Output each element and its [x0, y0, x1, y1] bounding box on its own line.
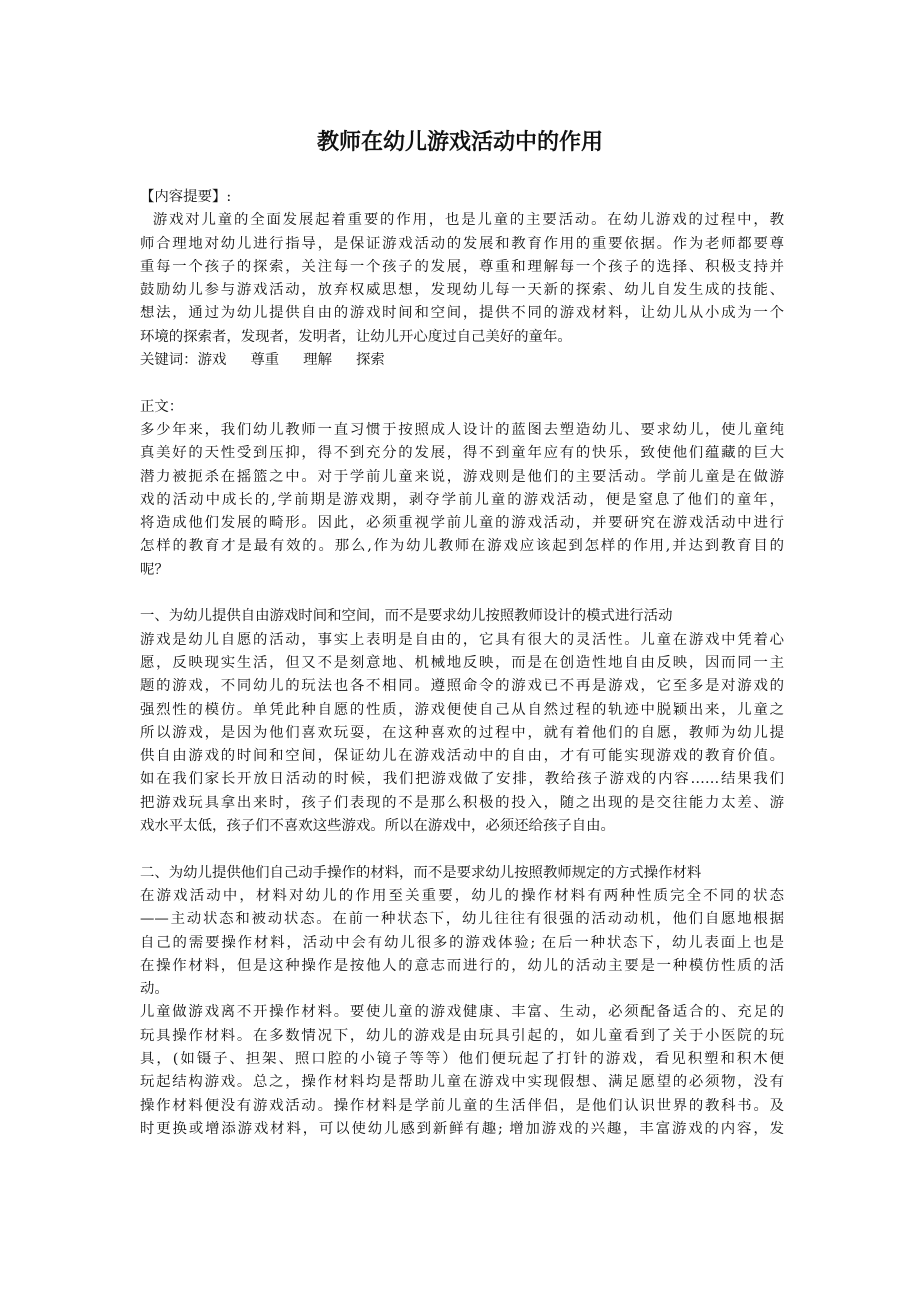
section2-line: 操作材料便没有游戏活动。操作材料是学前儿童的生活伴侣，是他们认识世界的教科书。及 — [140, 1097, 784, 1114]
intro-line: 呢？ — [140, 561, 169, 578]
intro-line: 将造成他们发展的畸形。因此，必须重视学前儿童的游戏活动，并要研究在游戏活动中进行 — [140, 515, 784, 532]
section2-line: 时更换或增添游戏材料，可以使幼儿感到新鲜有趣; 增加游戏的兴趣，丰富游戏的内容，发 — [140, 1120, 784, 1137]
section2-heading: 二、为幼儿提供他们自己动手操作的材料，而不是要求幼儿按照教师规定的方式操作材料 — [140, 864, 702, 881]
document-body — [140, 186, 784, 1141]
intro-line: 怎样的教育才是最有效的。那么,作为幼儿教师在游戏应该起到怎样的作用,并达到教育目的 — [140, 538, 784, 555]
section1-line: 所以游戏，是因为他们喜欢玩耍，在这种喜欢的过程中，就有着他们的自愿，教师为幼儿提 — [140, 724, 784, 741]
section1-line: 游戏是幼儿自愿的活动，事实上表明是自由的，它具有很大的灵活性。儿童在游戏中凭着心 — [140, 631, 784, 648]
section2-line: 动。 — [140, 981, 169, 998]
section2-line: 在操作材料，但是这种操作是按他人的意志而进行的，幼儿的活动主要是一种模仿性质的活 — [140, 957, 784, 974]
abstract-line: 重每一个孩子的探索，关注每一个孩子的发展，尊重和理解每一个孩子的选择、积极支持并 — [140, 258, 784, 275]
abstract-line: 鼓励幼儿参与游戏活动，放弃权威思想，发现幼儿每一天新的探索、幼儿自发生成的技能、 — [140, 282, 784, 299]
section2-line: 具，(如镊子、担架、照口腔的小镜子等等）他们便玩起了打针的游戏，看见积塑和积木便 — [140, 1050, 784, 1067]
intro-line: 戏的活动中成长的,学前期是游戏期，剥夺学前儿童的游戏活动，便是窒息了他们的童年， — [140, 491, 784, 508]
keyword: 探索 — [355, 352, 385, 369]
section2-line: 儿童做游戏离不开操作材料。要使儿童的游戏健康、丰富、生动，必须配备适合的、充足的 — [140, 1004, 784, 1021]
keyword: 尊重 — [250, 352, 280, 369]
keyword: 理解 — [303, 352, 332, 369]
section2-line: 玩起结构游戏。总之，操作材料均是帮助儿童在游戏中实现假想、满足愿望的必须物，没有 — [140, 1074, 784, 1091]
abstract-heading: 【内容提要】: — [140, 189, 232, 205]
section1-heading: 一、为幼儿提供自由游戏时间和空间，而不是要求幼儿按照教师设计的模式进行活动 — [140, 608, 673, 625]
blank-line — [140, 372, 784, 395]
abstract-line: 环境的探索者，发现者，发明者，让幼儿开心度过自己美好的童年。 — [140, 328, 572, 345]
intro-line: 多少年来，我们幼儿教师一直习惯于按照成人设计的蓝图去塑造幼儿、要求幼儿，使儿童纯 — [140, 421, 784, 438]
section1-line: 题的游戏，不同幼儿的玩法也各不相同。遵照命令的游戏已不再是游戏，它至多是对游戏的 — [140, 678, 784, 695]
section1-line: 戏水平太低，孩子们不喜欢这些游戏。所以在游戏中，必须还给孩子自由。 — [140, 818, 615, 835]
abstract-line: 想法，通过为幼儿提供自由的游戏时间和空间，提供不同的游戏材料，让幼儿从小成为一个 — [140, 305, 784, 322]
section1-line: 如在我们家长开放日活动的时候，我们把游戏做了安排，教给孩子游戏的内容……结果我们 — [140, 771, 784, 788]
keyword: 游戏 — [197, 352, 227, 369]
section1-line: 把游戏玩具拿出来时，孩子们表现的不是那么积极的投入，随之出现的是交往能力太差、游 — [140, 794, 784, 811]
document-title: 教师在幼儿游戏活动中的作用 — [316, 130, 603, 155]
section1-line: 强烈性的模仿。单凭此种自愿的性质，游戏便使自己从自然过程的轨迹中脱颖出来，儿童之 — [140, 701, 784, 718]
section1-line: 供自由游戏的时间和空间，保证幼儿在游戏活动中的自由，才有可能实现游戏的教育价值。 — [140, 748, 784, 765]
abstract-line: 游戏对儿童的全面发展起着重要的作用，也是儿童的主要活动。在幼儿游戏的过程中，教 — [140, 212, 784, 229]
section2-line: ——主动状态和被动状态。在前一种状态下，幼儿往往有很强的活动动机，他们自愿地根据 — [140, 911, 784, 928]
keywords-row — [140, 349, 784, 372]
body-label: 正文： — [140, 398, 184, 415]
abstract-line: 师合理地对幼儿进行指导，是保证游戏活动的发展和教育作用的重要依据。作为老师都要尊 — [140, 235, 784, 252]
keywords-label: 关键词： — [140, 352, 198, 369]
section2-line: 玩具操作材料。在多数情况下，幼儿的游戏是由玩具引起的，如儿童看到了关于小医院的玩 — [140, 1027, 784, 1044]
blank-line — [140, 838, 784, 861]
section2-line: 自己的需要操作材料，活动中会有幼儿很多的游戏体验; 在后一种状态下，幼儿表面上也是 — [140, 934, 784, 951]
intro-line: 真美好的天性受到压抑，得不到充分的发展，得不到童年应有的快乐，致使他们蕴藏的巨大 — [140, 445, 784, 462]
blank-line — [140, 582, 784, 605]
section1-line: 愿，反映现实生活，但又不是刻意地、机械地反映，而是在创造性地自由反映，因而同一主 — [140, 654, 784, 671]
section2-line: 在游戏活动中，材料对幼儿的作用至关重要，幼儿的操作材料有两种性质完全不同的状态 — [140, 887, 784, 904]
intro-line: 潜力被扼杀在摇篮之中。对于学前儿童来说，游戏则是他们的主要活动。学前儿童是在做游 — [140, 468, 784, 485]
